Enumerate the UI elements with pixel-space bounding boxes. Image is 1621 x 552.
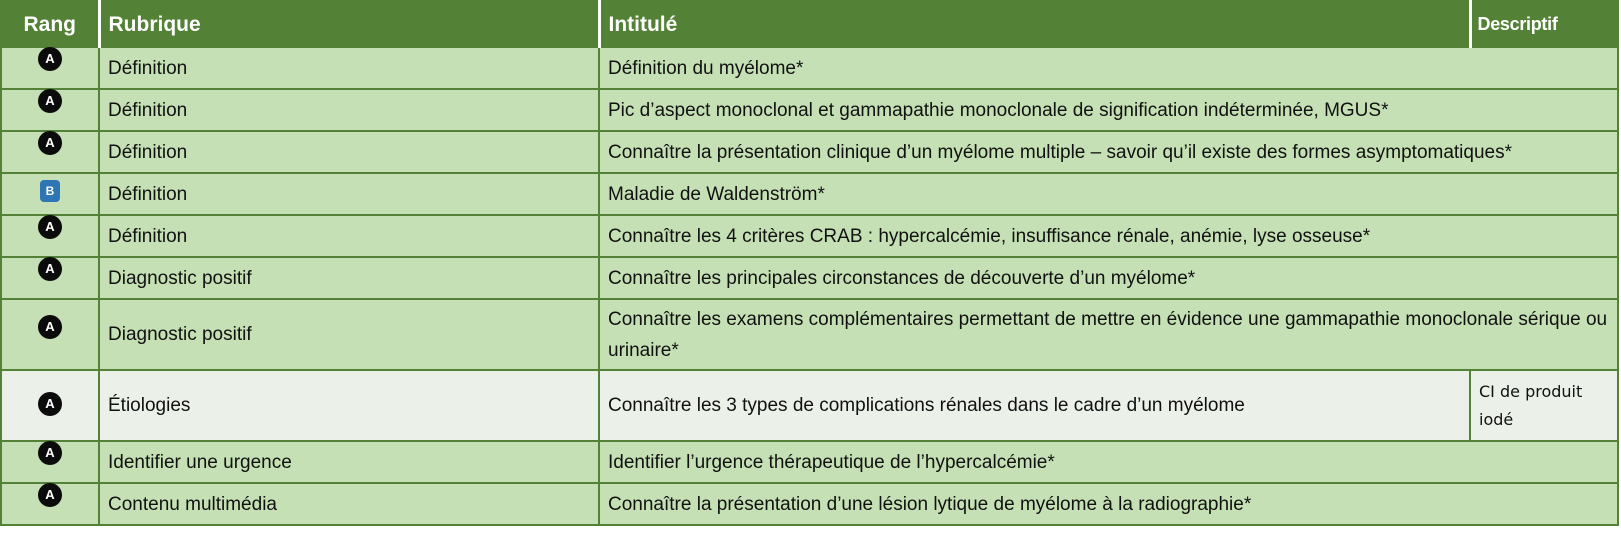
intitule-cell: Maladie de Waldenström* [599, 173, 1618, 215]
rubrique-cell: Définition [99, 47, 599, 89]
rang-cell [1, 47, 99, 89]
rang-cell [1, 131, 99, 173]
header-descriptif: Descriptif [1470, 1, 1618, 47]
rank-a-badge-icon: A [38, 215, 62, 239]
rubrique-cell: Diagnostic positif [99, 299, 599, 370]
rang-cell [1, 483, 99, 525]
table-row [1, 89, 1618, 131]
intitule-cell: Définition du myélome* [599, 47, 1618, 89]
rubrique-cell: Définition [99, 173, 599, 215]
table-row [1, 257, 1618, 299]
rubrique-cell: Définition [99, 89, 599, 131]
intitule-cell: Identifier l’urgence thérapeutique de l’hypercalcémie* [599, 441, 1618, 483]
table-row [1, 131, 1618, 173]
table-row [1, 441, 1618, 483]
rank-a-badge-icon: A [38, 257, 62, 281]
table-body [1, 47, 1618, 525]
table-row [1, 47, 1618, 89]
intitule-cell: Connaître les 3 types de complications rénales dans le cadre d’un myélome [599, 370, 1470, 441]
rank-b-badge-icon: B [40, 180, 60, 202]
rubrique-cell: Définition [99, 215, 599, 257]
header-intitule: Intitulé [599, 1, 1470, 47]
intitule-cell: Connaître la présentation d’une lésion lytique de myélome à la radiographie* [599, 483, 1618, 525]
rang-cell [1, 441, 99, 483]
rubrique-cell: Contenu multimédia [99, 483, 599, 525]
header-rubrique: Rubrique [99, 1, 599, 47]
rank-a-badge-icon: A [38, 315, 62, 339]
header-rang: Rang [1, 1, 99, 47]
rang-cell [1, 215, 99, 257]
intitule-cell: Connaître les principales circonstances de découverte d’un myélome* [599, 257, 1618, 299]
table-row [1, 215, 1618, 257]
rubrique-cell: Diagnostic positif [99, 257, 599, 299]
intitule-cell: Connaître les examens complémentaires permettant de mettre en évidence une gammapathie monoclonale sérique ou urinaire* [599, 299, 1618, 370]
intitule-cell: Pic d’aspect monoclonal et gammapathie monoclonale de signification indéterminée, MGUS* [599, 89, 1618, 131]
rank-a-badge-icon: A [38, 483, 62, 507]
rubrique-cell: Identifier une urgence [99, 441, 599, 483]
table-row [1, 299, 1618, 370]
intitule-cell: Connaître les 4 critères CRAB : hypercalcémie, insuffisance rénale, anémie, lyse osseuse* [599, 215, 1618, 257]
rubrique-cell: Définition [99, 131, 599, 173]
rang-cell [1, 299, 99, 370]
rang-cell [1, 173, 99, 215]
rang-cell [1, 89, 99, 131]
rank-a-badge-icon: A [38, 89, 62, 113]
rubrique-cell: Étiologies [99, 370, 599, 441]
intitule-cell: Connaître la présentation clinique d’un myélome multiple – savoir qu’il existe des formes asymptomatiques* [599, 131, 1618, 173]
rank-a-badge-icon: A [38, 441, 62, 465]
table-row [1, 370, 1618, 441]
rank-a-badge-icon: A [38, 47, 62, 71]
rang-cell [1, 370, 99, 441]
header-row [1, 1, 1618, 47]
descriptif-cell: CI de produit iodé [1470, 370, 1618, 441]
table-header [1, 1, 1618, 47]
table-row [1, 173, 1618, 215]
rank-a-badge-icon: A [38, 131, 62, 155]
rang-cell [1, 257, 99, 299]
rank-a-badge-icon: A [38, 392, 62, 416]
table-row [1, 483, 1618, 525]
